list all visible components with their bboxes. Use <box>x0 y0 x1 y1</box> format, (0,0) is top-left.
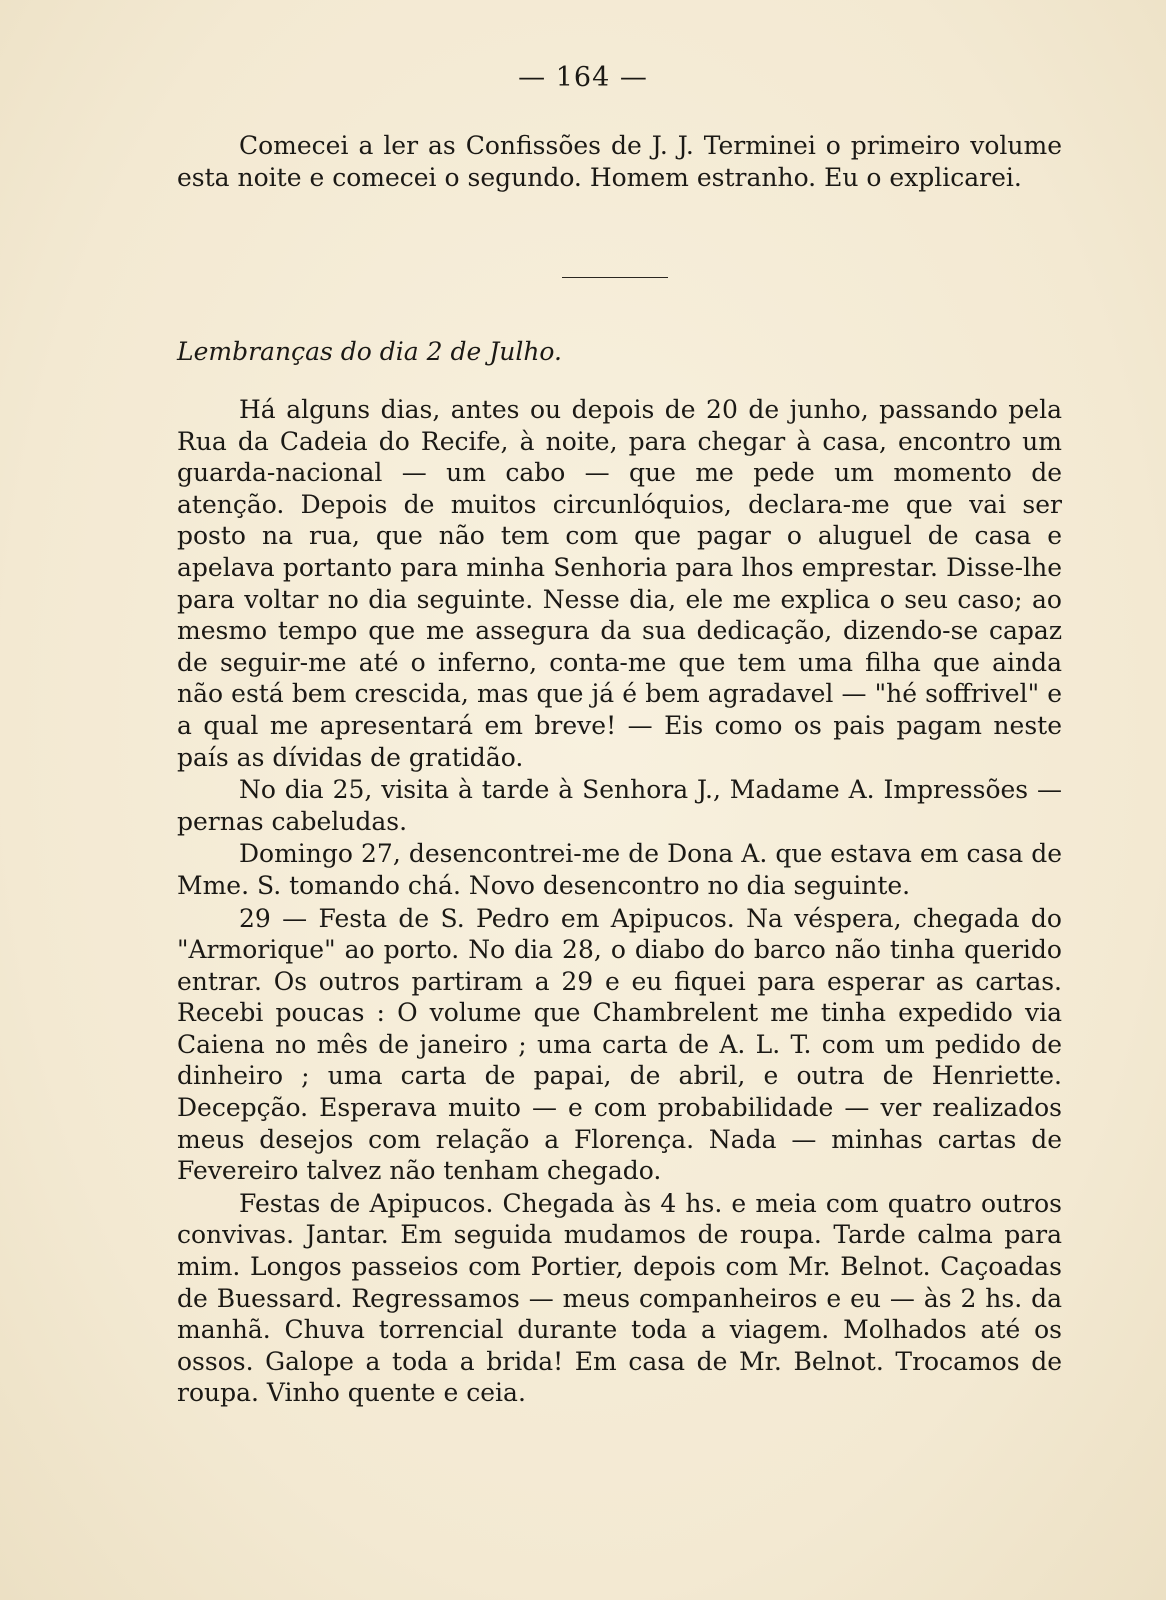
paragraph: Há alguns dias, antes ou depois de 20 de junho, passando pela Rua da Cadeia do Recife, à noite, para chegar à casa, encontro um guarda-nacional — um cabo — que me pede um momento de atenção. Depois de muitos circunlóquios, declara-me que vai ser posto na rua, que não tem com que pagar o aluguel de casa e apelava portanto para minha Senhoria para lhos emprestar. Disse-lhe para voltar no dia seguinte. Nesse dia, ele me explica o seu caso; ao mesmo tempo que me assegura da sua dedicação, dizendo-se capaz de seguir-me até o inferno, conta-me que tem uma filha que ainda não está bem crescida, mas que já é bem agradavel — "hé soffrivel" e a qual me apresentará em breve! — Eis como os pais pagam neste país as dívidas de gratidão. <box>177 395 1062 772</box>
section-body <box>177 394 1062 1409</box>
page-number: — 164 — <box>518 62 648 93</box>
paragraph: 29 — Festa de S. Pedro em Apipucos. Na véspera, chegada do "Armorique" ao porto. No dia 28, o diabo do barco não tinha querido entrar. Os outros partiram a 29 e eu fiquei para esperar as cartas. Recebi poucas : O volume que Chambrelent me tinha expedido via Caiena no mês de janeiro ; uma carta de A. L. T. com um pedido de dinheiro ; uma carta de papai, de abril, e outra de Henriette. Decepção. Esperava muito — e com probabilidade — ver realizados meus desejos com relação a Florença. Nada — minhas cartas de Fevereiro talvez não tenham chegado. <box>177 903 1062 1186</box>
intro-paragraph: Comecei a ler as Confissões de J. J. Terminei o primeiro volume esta noite e comecei o segundo. Homem estranho. Eu o explicarei. <box>177 131 1062 192</box>
section-divider <box>562 277 668 278</box>
paragraph: Domingo 27, desencontrei-me de Dona A. que estava em casa de Mme. S. tomando chá. Novo desencontro no dia seguinte. <box>177 839 1062 900</box>
paragraph: No dia 25, visita à tarde à Senhora J., Madame A. Impressões — pernas cabeludas. <box>177 775 1062 836</box>
paragraph: Festas de Apipucos. Chegada às 4 hs. e meia com quatro outros convivas. Jantar. Em seguida mudamos de roupa. Tarde calma para mim. Longos passeios com Portier, depois com Mr. Belnot. Caçoadas de Buessard. Regressamos — meus companheiros e eu — às 2 hs. da manhã. Chuva torrencial durante toda a viagem. Molhados até os ossos. Galope a toda a brida! Em casa de Mr. Belnot. Trocamos de roupa. Vinho quente e ceia. <box>177 1188 1062 1408</box>
section-heading: Lembranças do dia 2 de Julho. <box>177 337 562 366</box>
intro-paragraph-block <box>177 130 1062 193</box>
